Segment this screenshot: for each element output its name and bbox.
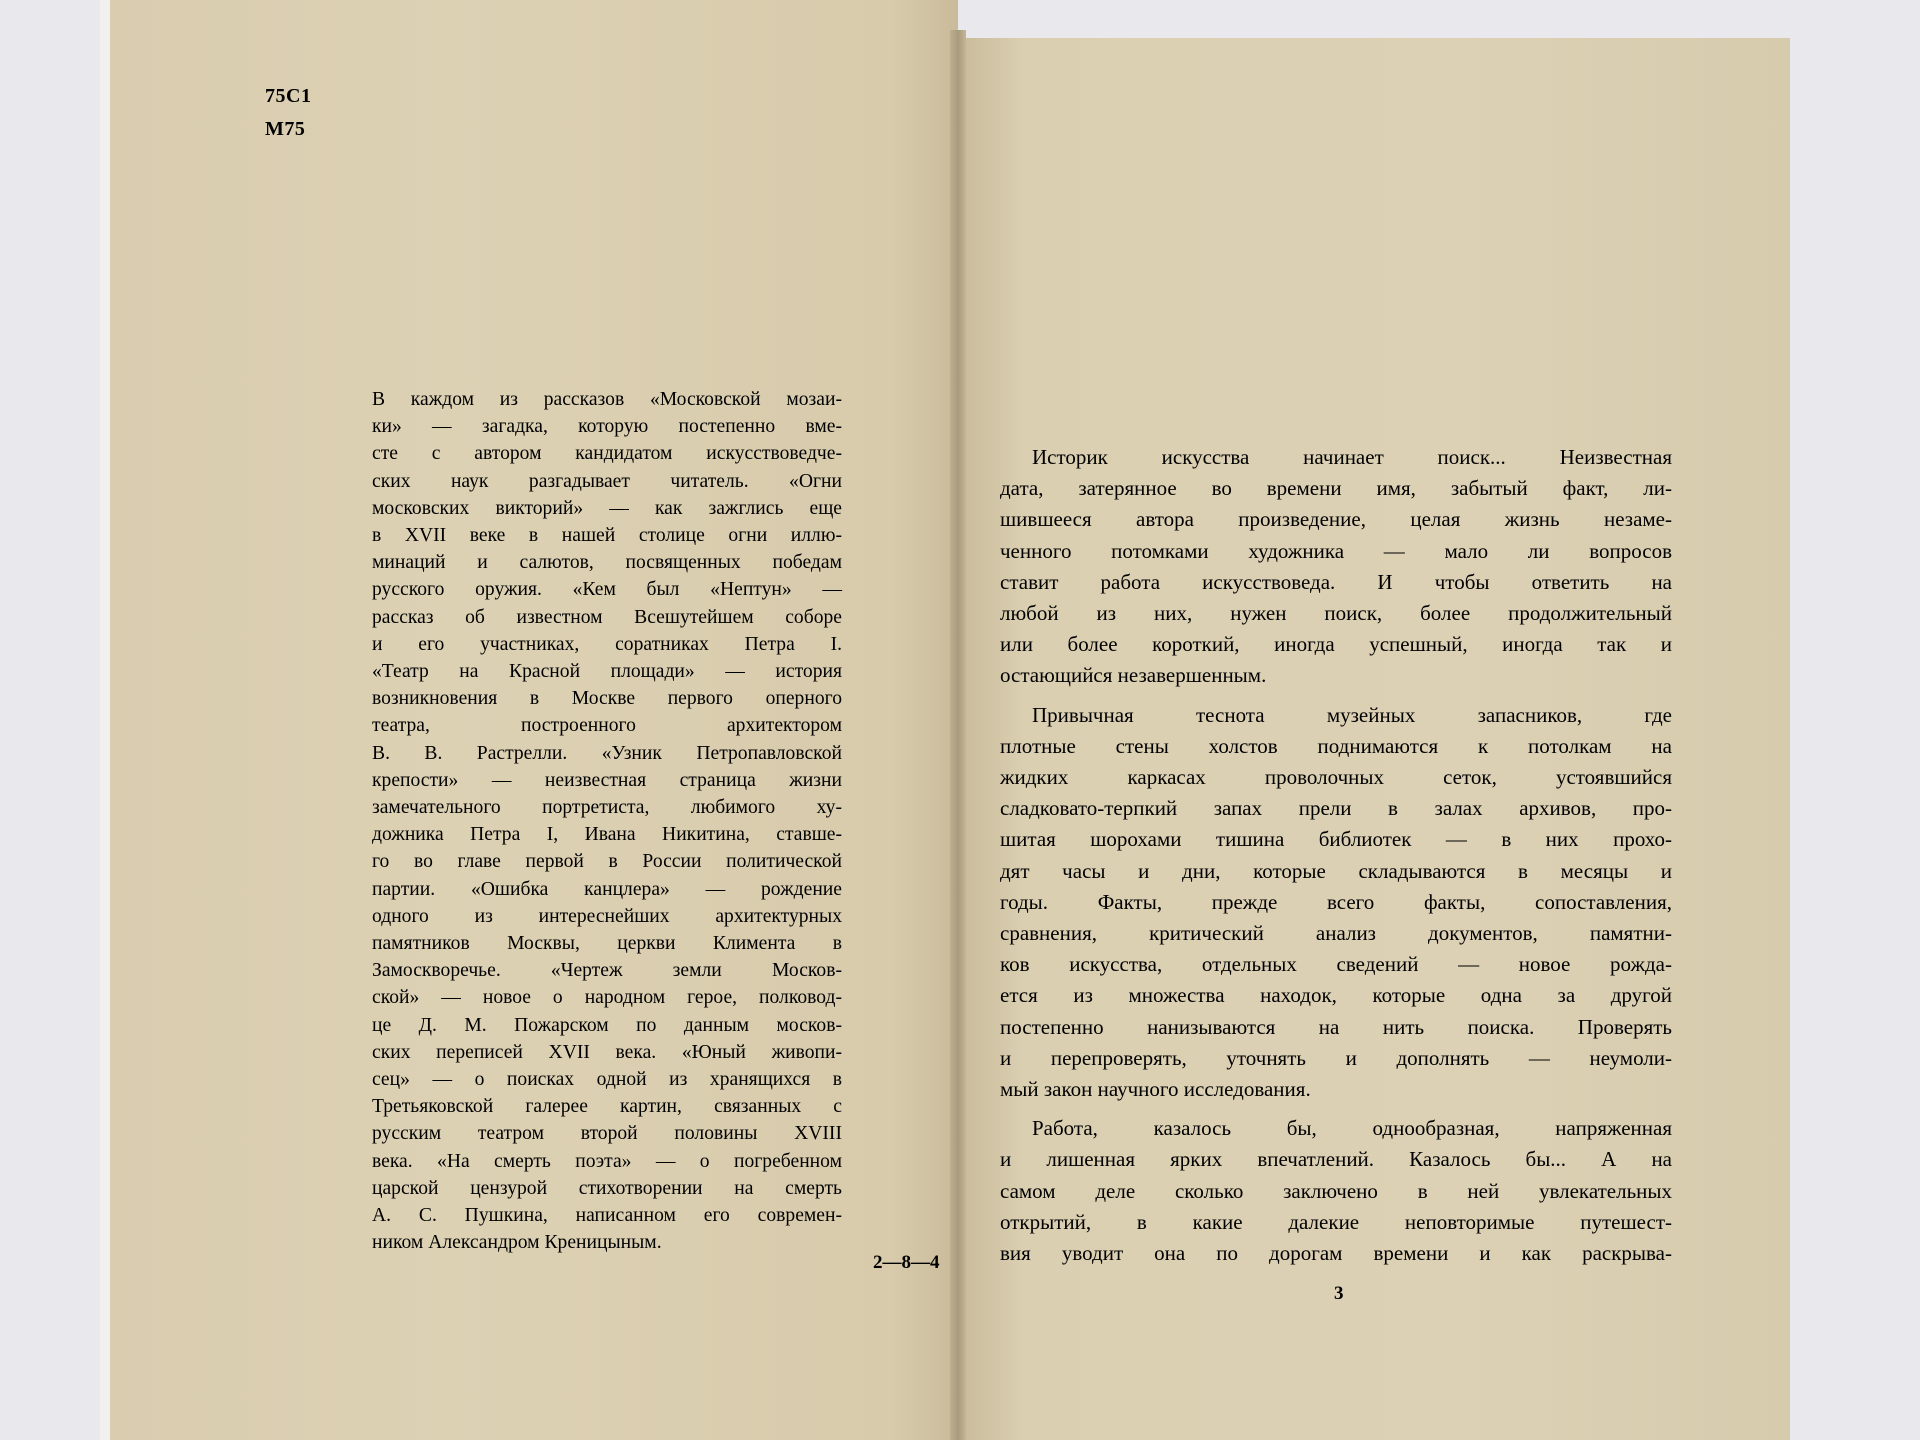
- book-gutter: [950, 30, 966, 1440]
- annotation-line: В каждом из рассказов «Московской мозаи-: [372, 389, 842, 410]
- annotation-line: замечательного портретиста, любимого ху-: [372, 797, 842, 819]
- body-line: дят часы и дни, которые складываются в месяцы и: [1000, 858, 1672, 883]
- annotation-line: партии. «Ошибка канцлера» — рождение: [372, 878, 842, 900]
- annotation-line: В. В. Растрелли. «Узник Петропавловской: [372, 742, 842, 764]
- body-line: Привычная теснота музейных запасников, где: [1032, 702, 1672, 727]
- page-number: 3: [1334, 1283, 1344, 1304]
- body-line: дата, затерянное во времени имя, забытый факт, ли-: [1000, 476, 1672, 501]
- body-line: Работа, казалось бы, однообразная, напряженная: [1032, 1116, 1672, 1141]
- paragraph-gap: [1000, 692, 1672, 700]
- annotation-line: ки» — загадка, которую постепенно вме-: [372, 416, 842, 438]
- body-line: плотные стены холстов поднимаются к потолкам на: [1000, 733, 1672, 758]
- body-line: сравнения, критический анализ документов, памятни-: [1000, 921, 1672, 946]
- annotation-line: сец» — о поисках одной из хранящихся в: [372, 1069, 842, 1091]
- body-line: мый закон научного исследования.: [1000, 1077, 1311, 1102]
- annotation-line: памятников Москвы, церкви Климента в: [372, 933, 842, 955]
- annotation-line: крепости» — неизвестная страница жизни: [372, 769, 842, 791]
- catalog-code: М75: [265, 118, 306, 140]
- annotation-line: века. «На смерть поэта» — о погребенном: [372, 1150, 842, 1172]
- body-line: постепенно нанизываются на нить поиска. Проверять: [1000, 1014, 1672, 1039]
- annotation-line: московских викторий» — как зажглись еще: [372, 497, 842, 519]
- body-line: ставит работа искусствоведа. И чтобы ответить на: [1000, 569, 1672, 594]
- annotation-text: [372, 386, 842, 1257]
- body-line: ков искусства, отдельных сведений — новое рожда-: [1000, 952, 1672, 977]
- body-line: остающийся незавершенным.: [1000, 663, 1267, 688]
- annotation-line: одного из интереснейших архитектурных: [372, 905, 842, 927]
- body-line: шитая шорохами тишина библиотек — в них прохо-: [1000, 827, 1672, 852]
- annotation-line: русского оружия. «Кем был «Нептун» —: [372, 579, 842, 601]
- body-line: ченного потомками художника — мало ли вопросов: [1000, 538, 1672, 563]
- body-line: открытий, в какие далекие неповторимые путешест-: [1000, 1209, 1672, 1234]
- annotation-line: ских переписей XVII века. «Юный живопи-: [372, 1041, 842, 1063]
- body-line: годы. Факты, прежде всего факты, сопоставления,: [1000, 889, 1672, 914]
- body-line: ется из множества находок, которые одна за другой: [1000, 983, 1672, 1008]
- body-line: и лишенная ярких впечатлений. Казалось бы... А на: [1000, 1147, 1672, 1172]
- body-line: жидких каркасах проволочных сеток, устоявшийся: [1000, 765, 1672, 790]
- body-line: любой из них, нужен поиск, более продолжительный: [1000, 601, 1672, 626]
- annotation-line: дожника Петра I, Ивана Никитина, ставше-: [372, 824, 842, 846]
- body-line: или более короткий, иногда успешный, иногда так и: [1000, 632, 1672, 657]
- annotation-line: Третьяковской галерее картин, связанных с: [372, 1096, 842, 1118]
- annotation-line: сте с автором кандидатом искусствоведче-: [372, 443, 842, 465]
- annotation-line: царской цензурой стихотворении на смерть: [372, 1177, 842, 1199]
- catalog-code: 75С1: [265, 85, 312, 107]
- annotation-line: русским театром второй половины XVIII: [372, 1123, 842, 1145]
- annotation-line: го во главе первой в России политической: [372, 851, 842, 873]
- body-line: сладковато-терпкий запах прели в залах архивов, про-: [1000, 796, 1672, 821]
- paragraph-gap: [1000, 1105, 1672, 1113]
- body-line: самом деле сколько заключено в ней увлекательных: [1000, 1178, 1672, 1203]
- annotation-line: в XVII веке в нашей столице огни иллю-: [372, 525, 842, 547]
- annotation-line: театра, построенного архитектором: [372, 715, 842, 737]
- print-code: 2—8—4: [873, 1252, 940, 1273]
- body-line: шившееся автора произведение, целая жизнь незаме-: [1000, 507, 1672, 532]
- annotation-line: це Д. М. Пожарском по данным москов-: [372, 1014, 842, 1036]
- catalog-codes: [265, 80, 311, 146]
- annotation-line: ских наук разгадывает читатель. «Огни: [372, 470, 842, 492]
- annotation-line: ником Александром Креницыным.: [372, 1232, 662, 1254]
- annotation-line: возникновения в Москве первого оперного: [372, 688, 842, 710]
- annotation-line: и его участниках, соратниках Петра I.: [372, 633, 842, 655]
- body-line: вия уводит она по дорогам времени и как раскрыва-: [1000, 1241, 1672, 1266]
- body-line: Историк искусства начинает поиск... Неизвестная: [1032, 445, 1672, 469]
- annotation-line: А. С. Пушкина, написанном его современ-: [372, 1205, 842, 1227]
- annotation-line: рассказ об известном Всешутейшем соборе: [372, 606, 842, 628]
- annotation-line: ской» — новое о народном герое, полковод-: [372, 987, 842, 1009]
- annotation-line: минаций и салютов, посвященных победам: [372, 552, 842, 574]
- annotation-line: Замоскворечье. «Чертеж земли Москов-: [372, 960, 842, 982]
- body-line: и перепроверять, уточнять и дополнять — неумоли-: [1000, 1045, 1672, 1070]
- body-text: [1000, 442, 1672, 1269]
- annotation-line: «Театр на Красной площади» — история: [372, 661, 842, 683]
